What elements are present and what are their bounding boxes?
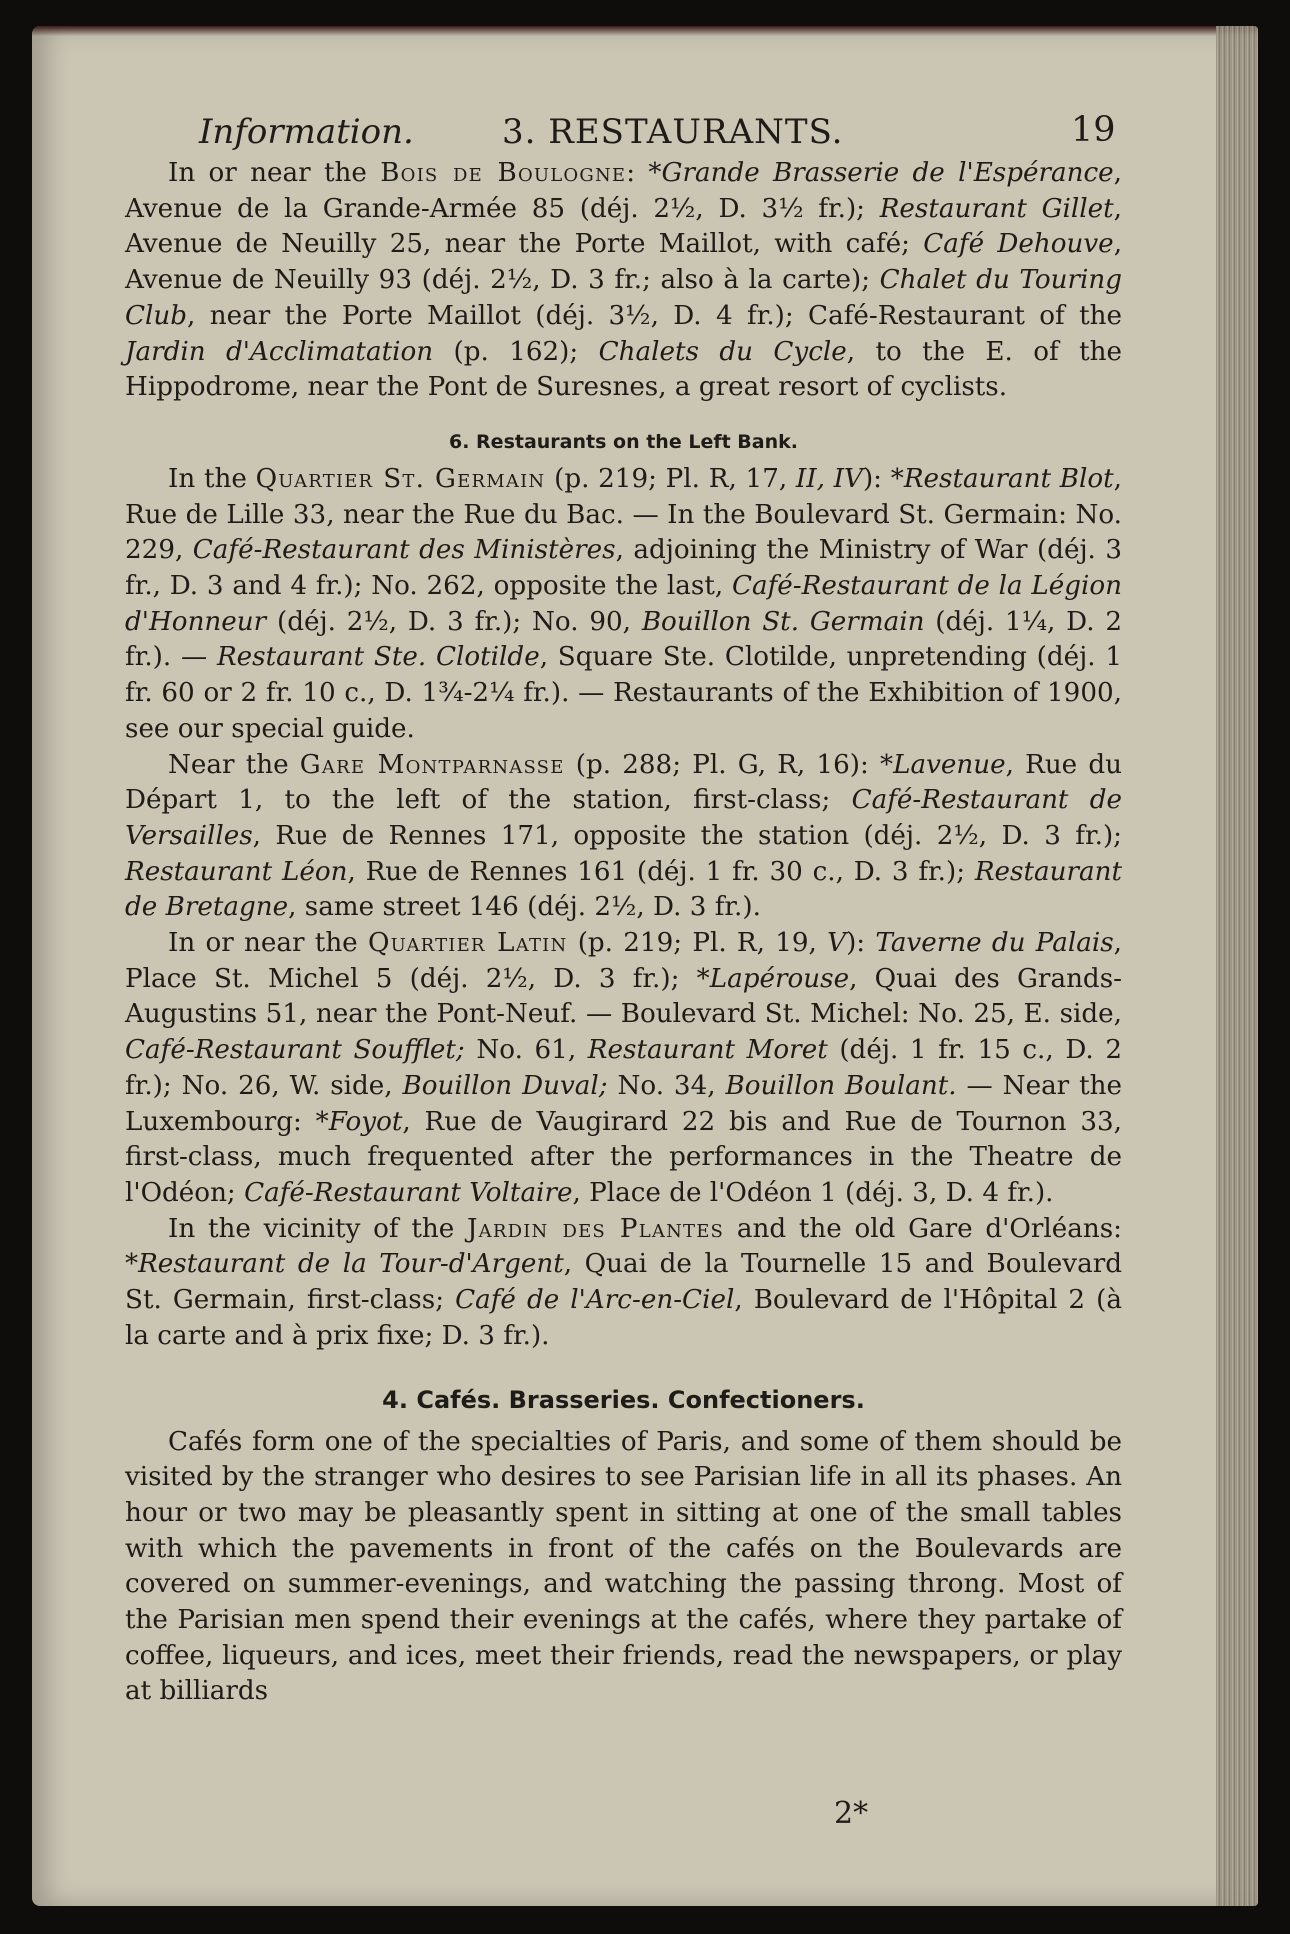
- paragraph-cafes: Cafés form one of the specialties of Paris, and some of them should be visited by the stranger who desires to see Parisian life in all its phases. An hour or two may be pleasantly spent in sitting at one of the small tables with which the pavements in front of the cafés on the Boulevards are covered on summer-evenings, and watching the passing throng. Most of the Parisian men spend their evenings at the cafés, where they partake of coffee, liqueurs, and ices, meet their friends, read the newspapers, or play at billiards: [125, 1426, 1122, 1707]
- running-header: [125, 86, 1122, 156]
- header-title: 3. RESTAURANTS.: [502, 112, 844, 152]
- paragraph-bois-de-boulogne: In or near the Bois de Boulogne: *Grande Brasserie de l'Espérance, Avenue de la Grande-Armée 85 (déj. 2½, D. 3½ fr.); Restaurant Gillet, Avenue de Neuilly 25, near the Porte Maillot, with café; Café Dehouve, Avenue de Neuilly 93 (déj. 2½, D. 3 fr.; also à la carte); Chalet du Touring Club, near the Porte Maillot (déj. 3½, D. 4 fr.); Café-Restaurant of the Jardin d'Acclimatation (p. 162); Chalets du Cycle, to the E. of the Hippodrome, near the Pont de Suresnes, a great resort of cyclists.: [125, 158, 1123, 403]
- subheading-left-bank: 6. Restaurants on the Left Bank.: [449, 430, 798, 453]
- page-top-shadow: [32, 26, 1258, 36]
- page-content: [125, 86, 1122, 1710]
- page-fore-edge: [1216, 26, 1258, 1906]
- section-heading-cafes: 4. Cafés. Brasseries. Confectioners.: [382, 1385, 865, 1414]
- paragraph-quartier-st-germain: In the Quartier St. Germain (p. 219; Pl. R, 17, II, IV): *Restaurant Blot, Rue de Lille 33, near the Rue du Bac. — In the Boulevard St. Germain: No. 229, Café-Restaurant des Ministères, adjoining the Ministry of War (déj. 3 fr., D. 3 and 4 fr.); No. 262, opposite the last, Café-Restaurant de la Légion d'Honneur (déj. 2½, D. 3 fr.); No. 90, Bouillon St. Germain (déj. 1¼, D. 2 fr.). — Restaurant Ste. Clotilde, Square Ste. Clotilde, unpretending (déj. 1 fr. 60 or 2 fr. 10 c., D. 1¾-2¼ fr.). — Restaurants of the Exhibition of 1900, see our special guide.: [125, 463, 1123, 744]
- page-number: 19: [1071, 110, 1116, 150]
- header-left: Information.: [199, 112, 414, 152]
- paragraph-quartier-latin: In or near the Quartier Latin (p. 219; Pl. R, 19, V): Taverne du Palais, Place St. Michel 5 (déj. 2½, D. 3 fr.); *Lapérouse, Quai des Grands-Augustins 51, near the Pont-Neuf. — Boulevard St. Michel: No. 25, E. side, Café-Restaurant Soufflet; No. 61, Restaurant Moret (déj. 1 fr. 15 c., D. 2 fr.); No. 26, W. side, Bouillon Duval; No. 34, Bouillon Boulant. — Near the Luxembourg: *Foyot, Rue de Vaugirard 22 bis and Rue de Tournon 33, first-class, much frequented after the performances in the Theatre de l'Odéon; Café-Restaurant Voltaire, Place de l'Odéon 1 (déj. 3, D. 4 fr.).: [125, 928, 1123, 1208]
- signature-mark: 2*: [834, 1796, 869, 1831]
- book-page: [32, 26, 1258, 1906]
- body-text: [125, 156, 1122, 1710]
- paragraph-gare-montparnasse: Near the Gare Montparnasse (p. 288; Pl. G, R, 16): *Lavenue, Rue du Départ 1, to the left of the station, first-class; Café-Restaurant de Versailles, Rue de Rennes 171, opposite the station (déj. 2½, D. 3 fr.); Restaurant Léon, Rue de Rennes 161 (déj. 1 fr. 30 c., D. 3 fr.); Restaurant de Bretagne, same street 146 (déj. 2½, D. 3 fr.).: [125, 749, 1122, 923]
- paragraph-jardin-des-plantes: In the vicinity of the Jardin des Plantes and the old Gare d'Orléans: *Restaurant de la Tour-d'Argent, Quai de la Tournelle 15 and Boulevard St. Germain, first-class; Café de l'Arc-en-Ciel, Boulevard de l'Hôpital 2 (à la carte and à prix fixe; D. 3 fr.).: [125, 1213, 1122, 1351]
